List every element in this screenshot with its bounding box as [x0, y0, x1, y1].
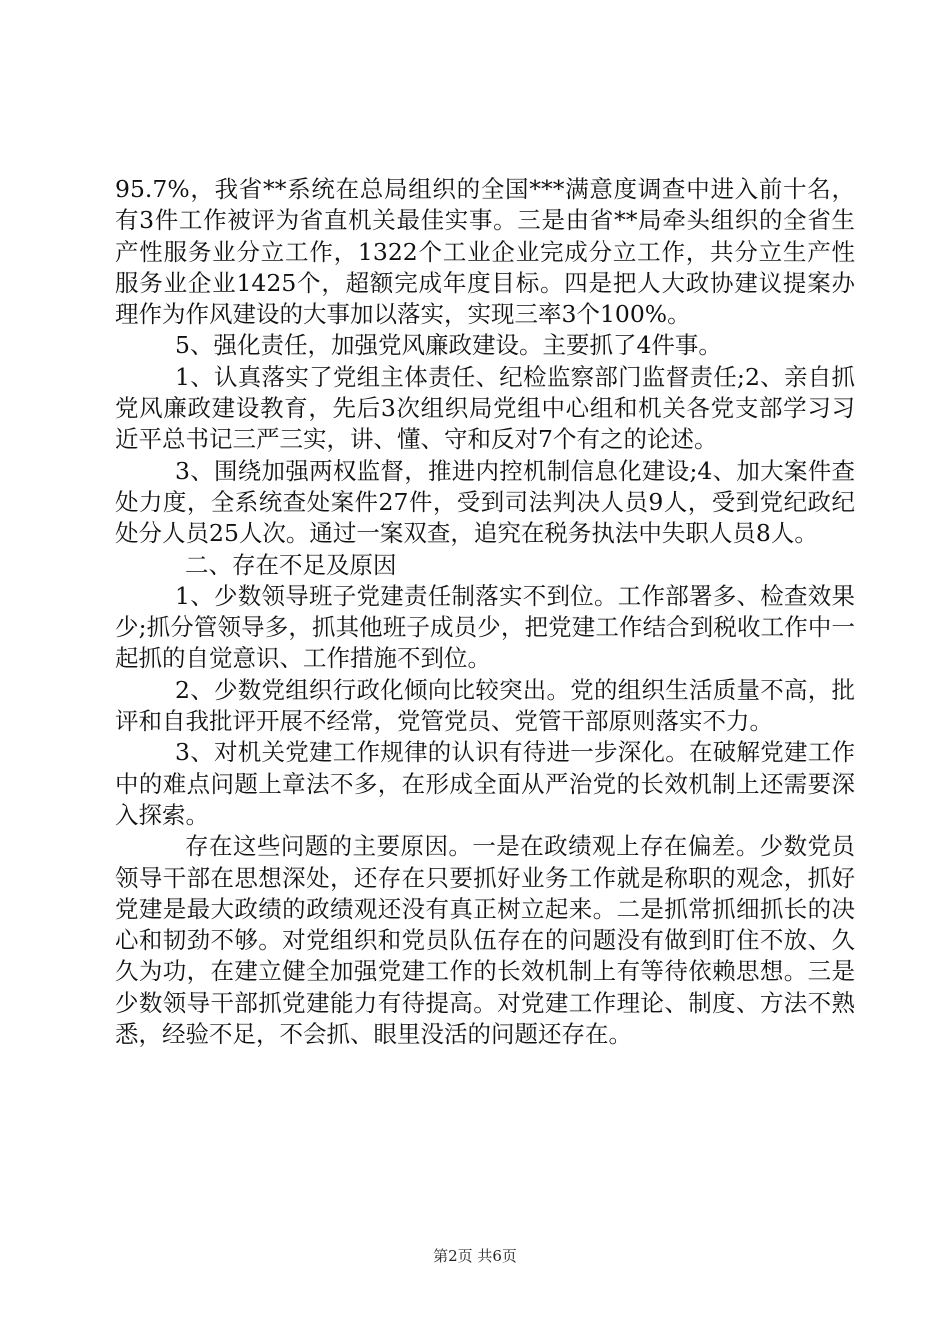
document-body [115, 174, 855, 1050]
section-heading-shortcomings: 二、存在不足及原因 [185, 550, 397, 579]
paragraph-shortcoming-1: 1、少数领导班子党建责任制落实不到位。工作部署多、检查效果少;抓分管领导多，抓其他班子成员少，把党建工作结合到税收工作中一起抓的自觉意识、工作措施不到位。 [115, 581, 855, 673]
paragraph-supervision: 3、围绕加强两权监督，推进内控机制信息化建设;4、加大案件查处力度，全系统查处案件27件，受到司法判决人员9人，受到党纪政纪处分人员25人次。通过一案双查，追究在税务执法中失职人员8人。 [115, 456, 855, 548]
paragraph-main-causes: 存在这些问题的主要原因。一是在政绩观上存在偏差。少数党员领导干部在思想深处，还存在只要抓好业务工作就是称职的观念，抓好党建是最大政绩的政绩观还没有真正树立起来。二是抓常抓细抓长的决心和韧劲不够。对党组织和党员队伍存在的问题没有做到盯住不放、久久为功，在建立健全加强党建工作的长效机制上有等待依赖思想。三是少数领导干部抓党建能力有待提高。对党建工作理论、制度、方法不熟悉，经验不足，不会抓、眼里没活的问题还存在。 [115, 832, 855, 1049]
paragraph-shortcoming-3: 3、对机关党建工作规律的认识有待进一步深化。在破解党建工作中的难点问题上章法不多，在形成全面从严治党的长效机制上还需要深入探索。 [115, 738, 855, 829]
paragraph-responsibility: 1、认真落实了党组主体责任、纪检监察部门监督责任;2、亲自抓党风廉政建设教育，先后3次组织局党组中心组和机关各党支部学习习近平总书记三严三实，讲、懂、守和反对7个有之的论述。 [115, 362, 855, 454]
paragraph-section-5-heading: 5、强化责任，加强党风廉政建设。主要抓了4件事。 [175, 331, 722, 360]
paragraph-achievements: 95.7%，我省**系统在总局组织的全国***满意度调查中进入前十名，有3件工作被评为省直机关最佳实事。三是由省**局牵头组织的全省生产性服务业分立工作，1322个工业企业完成分立工作，共分立生产性服务业企业1425个，超额完成年度目标。四是把人大政协建议提案办理作为作风建设的大事加以落实，实现三率3个100%。 [115, 175, 855, 329]
page-number-footer: 第2页 共6页 [433, 1247, 517, 1265]
paragraph-shortcoming-2: 2、少数党组织行政化倾向比较突出。党的组织生活质量不高，批评和自我批评开展不经常，党管党员、党管干部原则落实不力。 [115, 675, 855, 736]
